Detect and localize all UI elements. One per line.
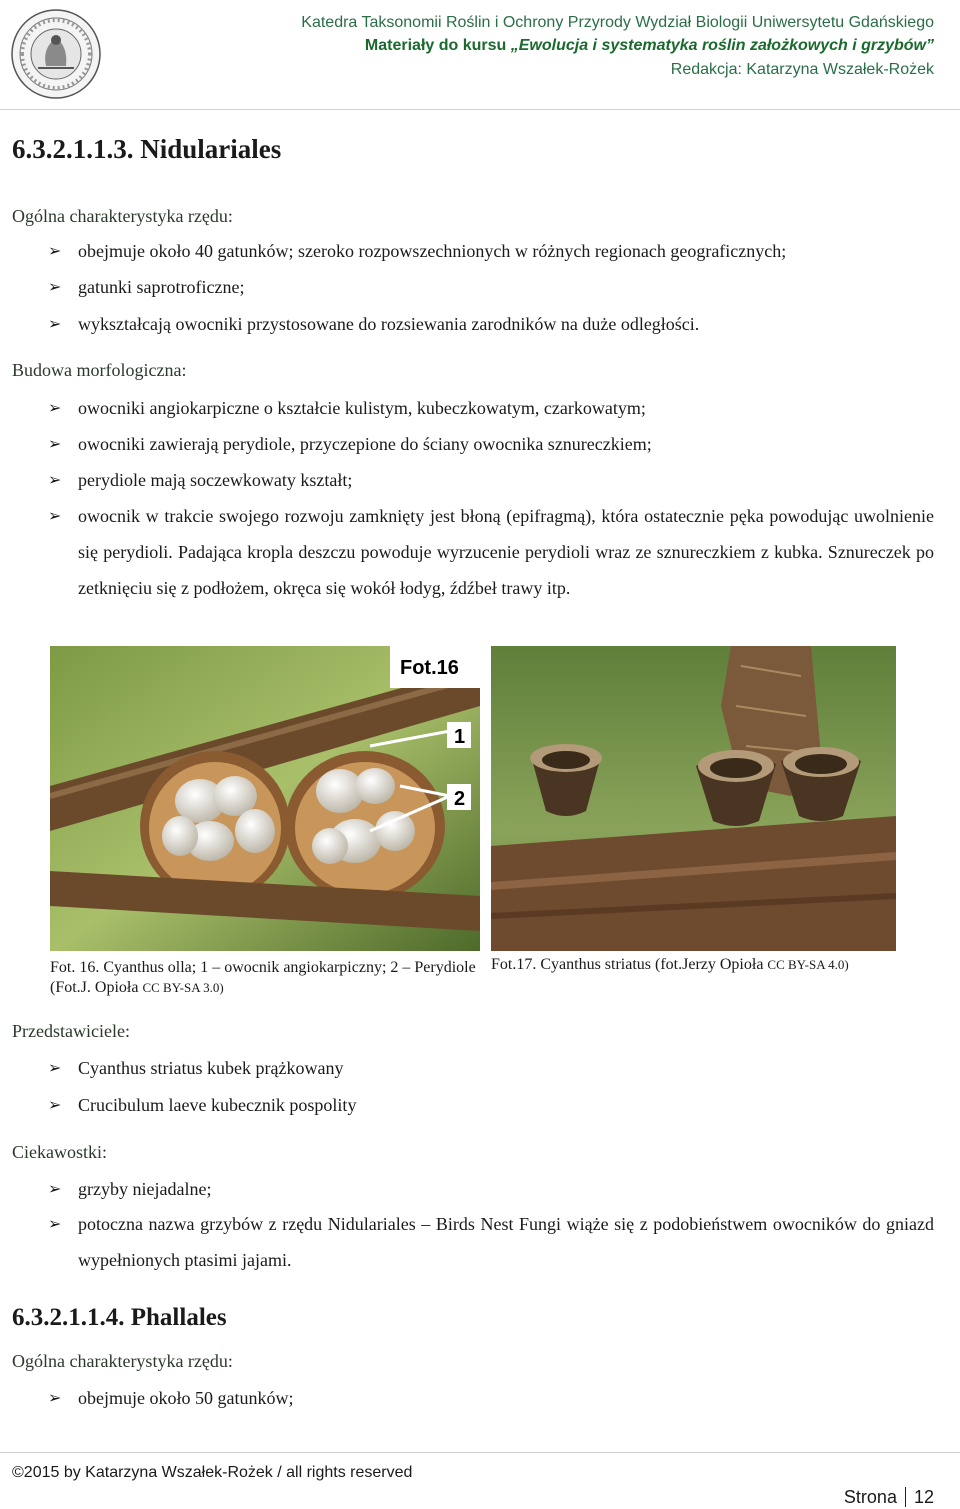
photo-cyathus-olla xyxy=(50,646,480,951)
general-item-1: ➢ obejmuje około 40 gatunków; szeroko rozpowszechnionych w różnych regionach geograficznych; xyxy=(78,233,786,269)
general-heading: Ogólna charakterystyka rzędu: xyxy=(12,206,233,226)
page-separator xyxy=(905,1487,906,1507)
photo-cyathus-striatus xyxy=(491,646,896,951)
arrow-bullet-icon: ➢ xyxy=(48,434,62,453)
arrow-bullet-icon: ➢ xyxy=(48,277,62,296)
arrow-bullet-icon: ➢ xyxy=(48,506,62,525)
university-seal-logo xyxy=(8,8,104,100)
section-title-nidulariales: 6.3.2.1.1.3. Nidulariales xyxy=(12,134,282,164)
arrow-bullet-icon: ➢ xyxy=(48,1058,62,1077)
arrow-bullet-icon: ➢ xyxy=(48,241,62,260)
arrow-bullet-icon: ➢ xyxy=(48,1179,62,1198)
arrow-bullet-icon: ➢ xyxy=(48,314,62,333)
section-title-phallales: 6.3.2.1.1.4. Phallales xyxy=(12,1304,227,1331)
photo16-marker-1: 1 xyxy=(454,726,466,748)
phallales-general-item-1: ➢ obejmuje około 50 gatunków; xyxy=(78,1380,293,1416)
representatives-heading: Przedstawiciele: xyxy=(12,1021,130,1041)
photo17-caption: Fot.17. Cyanthus striatus (fot.Jerzy Opioła CC BY-SA 4.0) xyxy=(491,956,849,973)
page-number: 12 xyxy=(913,1487,934,1507)
footer-copyright: ©2015 by Katarzyna Wszałek-Rożek / all rights reserved xyxy=(12,1464,413,1481)
representative-item-2: ➢ Crucibulum laeve kubecznik pospolity xyxy=(78,1087,356,1123)
header-course-title: „Ewolucja i systematyka roślin założkowych i grzybów” xyxy=(510,37,934,54)
header-editor: Redakcja: Katarzyna Wszałek-Rożek xyxy=(670,61,934,78)
photo16-label: Fot.16 xyxy=(400,657,459,679)
morph-item-1: ➢ owocniki angiokarpiczne o kształcie kulistym, kubeczkowatym, czarkowatym; xyxy=(78,390,646,426)
photo16-marker-2: 2 xyxy=(454,788,466,810)
curiosity-item-1: ➢ grzyby niejadalne; xyxy=(78,1171,211,1207)
header-department: Katedra Taksonomii Roślin i Ochrony Przyrody Wydział Biologii Uniwersytetu Gdańskiego xyxy=(301,14,934,31)
header-divider xyxy=(0,109,960,110)
morph-heading: Budowa morfologiczna: xyxy=(12,360,187,380)
phallales-general-heading: Ogólna charakterystyka rzędu: xyxy=(12,1351,233,1371)
morph-item-4: ➢ owocnik w trakcie swojego rozwoju zamknięty jest błoną (epifragmą), która ostatecznie pęka powodując uwolnienie się perydioli. Padająca kropla deszczu powoduje wyrzucenie perydioli wraz ze sznureczkiem z kubka. Sznureczek po zetknięciu się z podłożem, okręca się wokół łodyg, źdźbeł trawy itp. xyxy=(78,498,934,606)
morph-item-2: ➢ owocniki zawierają perydiole, przyczepione do ściany owocnika sznureczkiem; xyxy=(78,426,652,462)
photo16-caption: Fot. 16. Cyanthus olla; 1 – owocnik angiokarpiczny; 2 – Perydiole (Fot.J. Opioła CC BY-SA 3.0) xyxy=(50,959,476,996)
header-course-prefix: Materiały do kursu xyxy=(364,37,511,54)
arrow-bullet-icon: ➢ xyxy=(48,1388,62,1407)
arrow-bullet-icon: ➢ xyxy=(48,398,62,417)
footer-page-number xyxy=(844,1487,934,1508)
curiosity-item-2: ➢ potoczna nazwa grzybów z rzędu Nidulariales – Birds Nest Fungi wiąże się z podobieństwem owocników do gniazd wypełnionych ptasimi jajami. xyxy=(78,1206,934,1278)
general-item-3: ➢ wykształcają owocniki przystosowane do rozsiewania zarodników na duże odległości. xyxy=(78,306,699,342)
page-word: Strona xyxy=(843,1487,897,1507)
arrow-bullet-icon: ➢ xyxy=(48,470,62,489)
footer-divider xyxy=(0,1452,960,1453)
morph-item-3: ➢ perydiole mają soczewkowaty kształt; xyxy=(78,462,352,498)
header-course xyxy=(365,37,934,55)
curiosities-heading: Ciekawostki: xyxy=(12,1142,107,1162)
arrow-bullet-icon: ➢ xyxy=(48,1095,62,1114)
arrow-bullet-icon: ➢ xyxy=(48,1214,62,1233)
representative-item-1: ➢ Cyanthus striatus kubek prążkowany xyxy=(78,1050,343,1086)
general-item-2: ➢ gatunki saprotroficzne; xyxy=(78,269,244,305)
